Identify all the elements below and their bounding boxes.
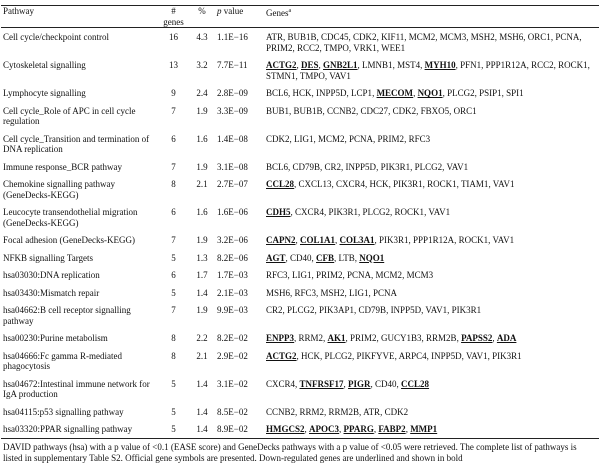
percent-cell: 2.4 bbox=[196, 88, 208, 98]
gene-symbol: LIG1 bbox=[294, 133, 314, 144]
num-genes-cell: 7 bbox=[171, 305, 176, 315]
header-pvalue: p value bbox=[217, 6, 244, 16]
gene-symbol: ROCK1 bbox=[427, 179, 457, 189]
gene-symbol: PIK3R1 bbox=[492, 350, 522, 361]
percent-cell: 1.6 bbox=[196, 133, 208, 144]
gene-symbol: VAV1 bbox=[425, 305, 448, 315]
header-percent: % bbox=[198, 6, 206, 16]
gene-symbol: MSH2 bbox=[320, 287, 345, 298]
gene-symbol: LIG1 bbox=[349, 287, 369, 298]
percent-cell: 2.2 bbox=[196, 333, 208, 343]
gene-symbol: BUB1 bbox=[266, 105, 290, 116]
percent-cell: 1.4 bbox=[196, 378, 208, 389]
pathway-cell: Immune response_BCR pathway bbox=[3, 161, 122, 172]
genes-cell: BCL6, CD79B, CR2, INPP5D, PIK3R1, PLCG2, VAV1 bbox=[266, 161, 469, 172]
num-genes-cell: 5 bbox=[171, 378, 176, 389]
percent-cell: 3.2 bbox=[196, 60, 208, 70]
gene-symbol: MCM2 bbox=[318, 133, 345, 144]
num-genes-cell: 7 bbox=[171, 235, 176, 245]
pathway-cell: hsa04672:Intestinal immune network for IgA production bbox=[3, 378, 150, 399]
gene-symbol: TMPO bbox=[323, 42, 349, 53]
percent-cell: 1.4 bbox=[196, 424, 208, 434]
num-genes-cell: 7 bbox=[171, 105, 176, 116]
pathway-cell: hsa04666:Fc gamma R-mediated phagocytosis bbox=[3, 350, 122, 371]
genes-cell: BUB1, BUB1B, CCNB2, CDC27, CDK2, FBXO5, ORC1 bbox=[266, 105, 477, 116]
pathway-cell: Chemokine signalling pathway (GeneDecks-KEGG) bbox=[3, 179, 115, 200]
pathway-cell: Cytoskeletal signalling bbox=[3, 60, 86, 70]
genes-cell: CAPN2, COL1A1, COL3A1, PIK3R1, PPP1R12A, ROCK1, VAV1 bbox=[266, 235, 515, 245]
gene-symbol: PFN1 bbox=[460, 60, 482, 70]
header-num-hash: # bbox=[171, 6, 176, 16]
percent-cell: 1.9 bbox=[196, 105, 208, 116]
gene-symbol: PLCG2 bbox=[447, 88, 475, 98]
gene-symbol: SPI1 bbox=[506, 88, 524, 98]
gene-symbol: CDC27 bbox=[360, 105, 389, 116]
gene-symbol: BUB1B bbox=[293, 105, 323, 116]
pvalue-cell: 7.7E−11 bbox=[217, 60, 248, 70]
gene-symbol-downregulated: GNB2L1 bbox=[323, 60, 358, 70]
percent-cell: 2.1 bbox=[196, 350, 208, 361]
genes-cell: CCL28, CXCL13, CXCR4, HCK, PIK3R1, ROCK1, TIAM1, VAV1 bbox=[266, 179, 515, 189]
gene-symbol-downregulated: CDH5 bbox=[266, 207, 291, 217]
pvalue-cell: 9.9E−03 bbox=[217, 305, 248, 315]
gene-symbol: FBXO5 bbox=[420, 105, 450, 116]
gene-symbol: PLCG2 bbox=[362, 207, 391, 217]
table-header bbox=[1, 6, 599, 28]
header-pvalue-p: p bbox=[217, 6, 222, 16]
gene-symbol-downregulated: HMGCS2 bbox=[266, 424, 305, 434]
num-genes-cell: 6 bbox=[171, 207, 176, 217]
gene-symbol-downregulated: FABP2 bbox=[378, 424, 406, 434]
gene-symbol: VAV1 bbox=[465, 350, 488, 361]
gene-symbol: CXCR4 bbox=[295, 207, 325, 217]
gene-symbol: PIK3R1 bbox=[379, 235, 409, 245]
gene-symbol-downregulated: APOC3 bbox=[309, 424, 340, 434]
gene-symbol-downregulated: DES bbox=[301, 60, 319, 70]
pathway-cell: Cell cycle/checkpoint control bbox=[3, 32, 109, 42]
num-genes-cell: 5 bbox=[171, 424, 176, 434]
gene-symbol-downregulated: MECOM bbox=[376, 88, 414, 98]
pathway-cell: hsa03030:DNA replication bbox=[3, 270, 100, 280]
percent-cell: 1.4 bbox=[196, 287, 208, 298]
table-row bbox=[1, 175, 599, 203]
gene-symbol: PPP1R12A bbox=[413, 235, 455, 245]
gene-symbol: CDK2 bbox=[384, 406, 409, 417]
gene-symbol-downregulated: MMP1 bbox=[410, 424, 438, 434]
num-genes-cell: 5 bbox=[171, 406, 176, 417]
gene-symbol: CDK2 bbox=[353, 32, 377, 42]
table-row bbox=[1, 158, 599, 176]
pvalue-cell: 3.2E−06 bbox=[217, 235, 248, 245]
table-row bbox=[1, 249, 599, 267]
gene-symbol: CXCR4 bbox=[266, 378, 296, 389]
gene-symbol: CDK2 bbox=[266, 133, 290, 144]
table-row bbox=[1, 403, 599, 421]
gene-symbol: RRM2B bbox=[328, 406, 360, 417]
gene-symbol: LTB bbox=[338, 252, 355, 263]
gene-symbol-downregulated: ACTG2 bbox=[266, 60, 297, 70]
gene-symbol-downregulated: AK1 bbox=[327, 333, 346, 343]
gene-symbol: MCM2 bbox=[408, 32, 436, 42]
pvalue-cell: 8.9E−02 bbox=[217, 424, 248, 434]
gene-symbol: PRIM2 bbox=[377, 133, 405, 144]
pvalue-cell: 3.3E−09 bbox=[217, 105, 248, 116]
header-num-genes-word: genes bbox=[163, 16, 184, 27]
genes-cell: CDH5, CXCR4, PIK3R1, PLCG2, ROCK1, VAV1 bbox=[266, 207, 451, 217]
num-genes-cell: 8 bbox=[171, 333, 176, 343]
gene-symbol: CR2 bbox=[324, 161, 342, 172]
table-row bbox=[1, 56, 599, 84]
gene-symbol: RCC2 bbox=[297, 42, 320, 53]
gene-symbol: TIAM1 bbox=[460, 179, 489, 189]
gene-symbol: LIG1 bbox=[292, 270, 312, 280]
gene-symbol-downregulated: ENPP3 bbox=[266, 333, 294, 343]
genes-cell: MSH6, RFC3, MSH2, LIG1, PCNA bbox=[266, 287, 398, 298]
num-genes-cell: 7 bbox=[171, 161, 176, 172]
header-genes bbox=[264, 6, 599, 28]
gene-symbol: PPP1R12A bbox=[485, 60, 527, 70]
gene-symbol: ARPC4 bbox=[398, 350, 427, 361]
table-row bbox=[1, 301, 599, 329]
genes-cell: CXCR4, TNFRSF17, PIGR, CD40, CCL28 bbox=[266, 378, 430, 389]
gene-symbol: MCM2 bbox=[375, 270, 403, 280]
gene-symbol-downregulated: AGT bbox=[266, 252, 286, 263]
genes-cell: RFC3, LIG1, PRIM2, PCNA, MCM2, MCM3 bbox=[266, 270, 434, 280]
gene-symbol: ORC1 bbox=[453, 105, 477, 116]
gene-symbol-downregulated: CCL28 bbox=[266, 179, 295, 189]
gene-symbol-downregulated: COL3A1 bbox=[339, 235, 375, 245]
gene-symbol: VAV1 bbox=[329, 70, 351, 81]
pvalue-cell: 2.8E−09 bbox=[217, 88, 248, 98]
gene-symbol: CCNB2 bbox=[327, 105, 357, 116]
pvalue-cell: 1.7E−03 bbox=[217, 270, 248, 280]
gene-symbol: MST4 bbox=[397, 60, 421, 70]
genes-cell: ACTG2, DES, GNB2L1, LMNB1, MST4, MYH10, PFN1, PPP1R12A, RCC2, ROCK1, STMN1, TMPO, VAV1 bbox=[266, 60, 590, 81]
gene-symbol: ORC1 bbox=[527, 32, 551, 42]
gene-symbol: BCL6 bbox=[266, 88, 289, 98]
percent-cell: 1.9 bbox=[196, 305, 208, 315]
gene-symbol: CR2 bbox=[266, 305, 283, 315]
gene-symbol: CDK2 bbox=[392, 105, 417, 116]
pathway-cell: Cell cycle_Role of APC in cell cycle regulation bbox=[3, 105, 136, 126]
gene-symbol: VAV1 bbox=[492, 179, 515, 189]
table-row bbox=[1, 130, 599, 158]
gene-symbol: PCNA bbox=[349, 133, 374, 144]
num-genes-cell: 5 bbox=[171, 287, 176, 298]
num-genes-cell: 6 bbox=[171, 270, 176, 280]
num-genes-cell: 16 bbox=[169, 32, 178, 42]
table-row bbox=[1, 231, 599, 249]
table-row bbox=[1, 203, 599, 231]
gene-symbol-downregulated: PPARG bbox=[343, 424, 374, 434]
gene-symbol: PCNA bbox=[555, 32, 580, 42]
gene-symbol: PSIP1 bbox=[479, 88, 502, 98]
pathway-cell: hsa04115:p53 signalling pathway bbox=[3, 406, 124, 417]
gene-symbol: PLCG2 bbox=[414, 161, 443, 172]
table-footnote: DAVID pathways (hsa) with a p value of <0.1 (EASE score) and GeneDecks pathways with a p value of <0.05 were retrieved. The complete list of pathways is listed in supplementary Table S2. Official gene symbols are presented. Down-regulated genes are underlined and shown in bold bbox=[3, 441, 577, 463]
genes-cell: ATR, BUB1B, CDC45, CDK2, KIF11, MCM2, MCM3, MSH2, MSH6, ORC1, PCNA, PRIM2, RCC2, TMPO, VRK1, WEE1 bbox=[266, 32, 582, 53]
gene-symbol: PIK3R1 bbox=[393, 179, 423, 189]
table-row bbox=[1, 375, 599, 403]
gene-symbol: PRIM2 bbox=[350, 333, 377, 343]
genes-cell: CDK2, LIG1, MCM2, PCNA, PRIM2, RFC3 bbox=[266, 133, 431, 144]
table-row bbox=[1, 284, 599, 302]
header-pathway: Pathway bbox=[3, 6, 34, 16]
pathway-cell: hsa04662:B cell receptor signalling pathway bbox=[3, 305, 131, 326]
gene-symbol: PIK3R1 bbox=[380, 161, 411, 172]
gene-symbol: RFC3 bbox=[408, 133, 431, 144]
gene-symbol-downregulated: NQO1 bbox=[359, 252, 385, 263]
num-genes-cell: 9 bbox=[171, 88, 176, 98]
num-genes-cell: 6 bbox=[171, 133, 176, 144]
table-row bbox=[1, 28, 599, 57]
gene-symbol: MCM3 bbox=[439, 32, 467, 42]
gene-symbol: CD40 bbox=[290, 252, 312, 263]
pvalue-cell: 2.1E−03 bbox=[217, 287, 248, 298]
pathway-cell: Cell cycle_Transition and termination of DNA replication bbox=[3, 133, 150, 154]
gene-symbol: CXCR4 bbox=[336, 179, 366, 189]
gene-symbol-downregulated: ADA bbox=[496, 333, 517, 343]
gene-symbol-downregulated: COL1A1 bbox=[300, 235, 336, 245]
gene-symbol-downregulated: CFB bbox=[316, 252, 335, 263]
percent-cell: 1.3 bbox=[196, 252, 208, 263]
pathway-cell: Leucocyte transendothelial migration (GeneDecks-KEGG) bbox=[3, 207, 138, 228]
gene-symbol: TMPO bbox=[299, 70, 325, 81]
gene-symbol: PIK3R1 bbox=[451, 305, 482, 315]
pathway-cell: NFKB signalling Targets bbox=[3, 252, 94, 263]
gene-symbol: MSH6 bbox=[266, 287, 291, 298]
gene-symbol: ROCK1 bbox=[458, 235, 489, 245]
gene-symbol: INPP5D bbox=[390, 305, 422, 315]
gene-symbol: LMNB1 bbox=[362, 60, 393, 70]
gene-symbol: MSH6 bbox=[499, 32, 524, 42]
gene-symbol: ROCK1 bbox=[558, 60, 588, 70]
header-row bbox=[1, 6, 599, 28]
gene-symbol: CDC45 bbox=[321, 32, 349, 42]
gene-symbol: VAV1 bbox=[492, 235, 515, 245]
gene-symbol: HCK bbox=[369, 179, 389, 189]
gene-symbol: INPP5D bbox=[316, 88, 347, 98]
gene-symbol: BCL6 bbox=[266, 161, 289, 172]
num-genes-cell: 13 bbox=[169, 60, 178, 70]
gene-symbol: INPP5D bbox=[345, 161, 377, 172]
genes-cell: CCNB2, RRM2, RRM2B, ATR, CDK2 bbox=[266, 406, 409, 417]
gene-symbol: ROCK1 bbox=[394, 207, 425, 217]
gene-symbol: BUB1B bbox=[287, 32, 317, 42]
pvalue-cell: 1.4E−08 bbox=[217, 133, 248, 144]
num-genes-cell: 5 bbox=[171, 252, 176, 263]
gene-symbol-downregulated: TNFRSF17 bbox=[299, 378, 344, 389]
percent-cell: 1.4 bbox=[196, 406, 208, 417]
genes-cell: BCL6, HCK, INPP5D, LCP1, MECOM, NQO1, PLCG2, PSIP1, SPI1 bbox=[266, 88, 524, 98]
num-genes-cell: 8 bbox=[171, 350, 176, 361]
gene-symbol: CXCL13 bbox=[298, 179, 332, 189]
pvalue-cell: 2.7E−07 bbox=[217, 179, 248, 189]
percent-cell: 1.9 bbox=[196, 161, 208, 172]
gene-symbol-downregulated: CCL28 bbox=[401, 378, 430, 389]
percent-cell: 4.3 bbox=[196, 32, 208, 42]
pathway-cell: Lymphocyte signalling bbox=[3, 88, 86, 98]
gene-symbol-downregulated: PIGR bbox=[348, 378, 371, 389]
gene-symbol: VAV1 bbox=[428, 207, 451, 217]
gene-symbol-downregulated: ACTG2 bbox=[266, 350, 297, 361]
gene-symbol-downregulated: CAPN2 bbox=[266, 235, 296, 245]
pvalue-cell: 8.2E−02 bbox=[217, 333, 248, 343]
genes-cell: CR2, PLCG2, PIK3AP1, CD79B, INPP5D, VAV1, PIK3R1 bbox=[266, 305, 482, 315]
gene-symbol: INPP5D bbox=[431, 350, 462, 361]
pvalue-cell: 2.9E−02 bbox=[217, 350, 248, 361]
gene-symbol: PRIM2 bbox=[316, 270, 343, 280]
pathway-cell: Focal adhesion (GeneDecks-KEGG) bbox=[3, 235, 135, 245]
pathway-table bbox=[1, 5, 599, 439]
gene-symbol: WEE1 bbox=[381, 42, 406, 53]
num-genes-cell: 8 bbox=[171, 179, 176, 189]
gene-symbol: PCNA bbox=[373, 287, 398, 298]
gene-symbol: LCP1 bbox=[351, 88, 373, 98]
pvalue-cell: 8.2E−06 bbox=[217, 252, 248, 263]
table-row bbox=[1, 266, 599, 284]
gene-symbol: KIF11 bbox=[381, 32, 405, 42]
gene-symbol: STMN1 bbox=[266, 70, 296, 81]
gene-symbol: PRIM2 bbox=[266, 42, 293, 53]
gene-symbol: PIK3AP1 bbox=[319, 305, 355, 315]
pvalue-cell: 3.1E−08 bbox=[217, 161, 248, 172]
genes-cell: ACTG2, HCK, PLCG2, PIKFYVE, ARPC4, INPP5D, VAV1, PIK3R1 bbox=[266, 350, 522, 361]
percent-cell: 2.1 bbox=[196, 179, 208, 189]
pathway-cell: hsa00230:Purine metabolism bbox=[3, 333, 108, 343]
gene-symbol: CD40 bbox=[375, 378, 397, 389]
gene-symbol: PLCG2 bbox=[324, 350, 353, 361]
header-genes-superscript: a bbox=[288, 8, 292, 14]
gene-symbol: RFC3 bbox=[294, 287, 317, 298]
gene-symbol: RCC2 bbox=[531, 60, 554, 70]
gene-symbol-downregulated: MYH10 bbox=[424, 60, 456, 70]
percent-cell: 1.9 bbox=[196, 235, 208, 245]
header-num-genes bbox=[158, 6, 189, 28]
pvalue-cell: 1.1E−16 bbox=[217, 32, 248, 42]
table-row bbox=[1, 102, 599, 130]
gene-symbol: ATR bbox=[266, 32, 284, 42]
percent-cell: 1.7 bbox=[196, 270, 208, 280]
gene-symbol: CD79B bbox=[358, 305, 387, 315]
header-genes-label: Genes bbox=[266, 8, 289, 18]
pathway-cell: hsa03430:Mismatch repair bbox=[3, 287, 100, 298]
gene-symbol: VAV1 bbox=[446, 161, 469, 172]
percent-cell: 1.6 bbox=[196, 207, 208, 217]
gene-symbol-downregulated: PAPSS2 bbox=[461, 333, 493, 343]
gene-symbol: HCK bbox=[292, 88, 312, 98]
gene-symbol: RRM2 bbox=[298, 333, 324, 343]
table-row bbox=[1, 84, 599, 102]
gene-symbol: VRK1 bbox=[353, 42, 377, 53]
pvalue-cell: 3.1E−02 bbox=[217, 378, 248, 389]
gene-symbol: PLCG2 bbox=[287, 305, 315, 315]
gene-symbol-downregulated: NQO1 bbox=[417, 88, 443, 98]
table-body bbox=[1, 28, 599, 439]
gene-symbol: CCNB2 bbox=[266, 406, 296, 417]
genes-cell: ENPP3, RRM2, AK1, PRIM2, GUCY1B3, RRM2B, PAPSS2, ADA bbox=[266, 333, 517, 343]
genes-cell: HMGCS2, APOC3, PPARG, FABP2, MMP1 bbox=[266, 424, 438, 434]
gene-symbol: PIKFYVE bbox=[356, 350, 395, 361]
gene-symbol: MCM3 bbox=[406, 270, 434, 280]
genes-cell: AGT, CD40, CFB, LTB, NQO1 bbox=[266, 252, 385, 263]
pathway-cell: hsa03320:PPAR signalling pathway bbox=[3, 424, 133, 434]
gene-symbol: PCNA bbox=[347, 270, 372, 280]
gene-symbol: MSH2 bbox=[470, 32, 495, 42]
pvalue-cell: 1.6E−06 bbox=[217, 207, 248, 217]
pvalue-cell: 8.5E−02 bbox=[217, 406, 248, 417]
gene-symbol: RRM2 bbox=[299, 406, 325, 417]
gene-symbol: GUCY1B3 bbox=[381, 333, 422, 343]
gene-symbol: CD79B bbox=[292, 161, 321, 172]
gene-symbol: PIK3R1 bbox=[328, 207, 359, 217]
table-row bbox=[1, 347, 599, 375]
table-row bbox=[1, 420, 599, 438]
gene-symbol: HCK bbox=[301, 350, 321, 361]
gene-symbol: ATR bbox=[363, 406, 381, 417]
gene-symbol: RRM2B bbox=[426, 333, 457, 343]
table-row bbox=[1, 329, 599, 347]
gene-symbol: RFC3 bbox=[266, 270, 288, 280]
